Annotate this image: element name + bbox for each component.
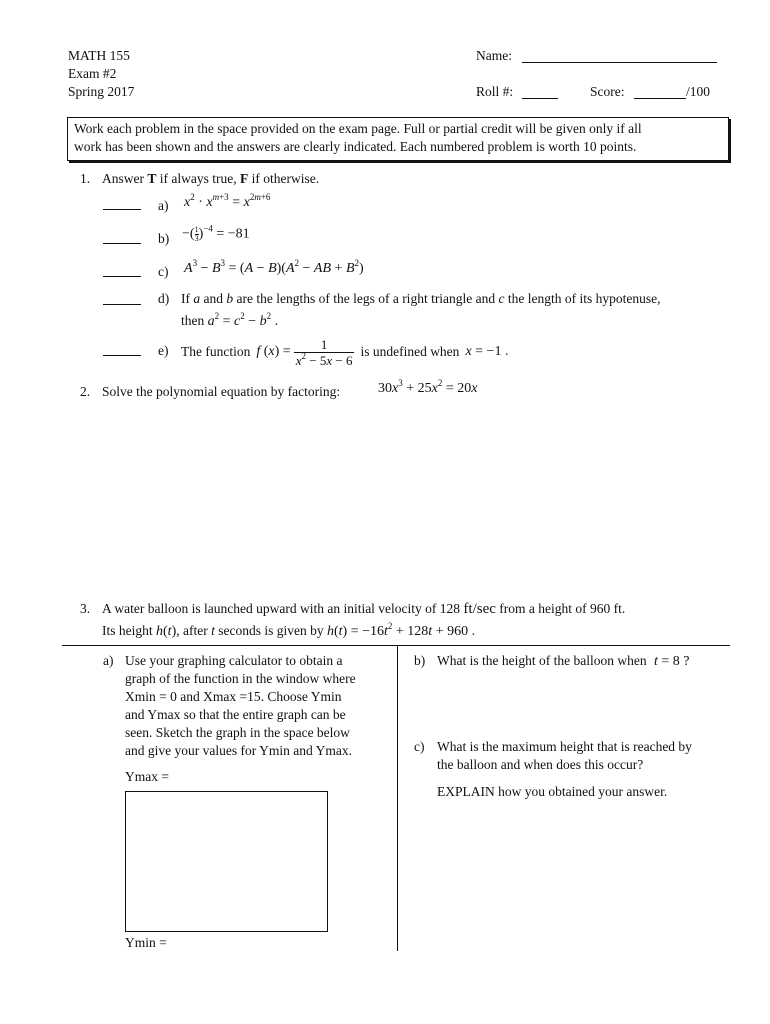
- part-3a-line-1: Use your graphing calculator to obtain a: [125, 653, 343, 668]
- part-1d-line-1: [181, 290, 661, 308]
- part-3a-line-5: seen. Sketch the graph in the space below: [125, 725, 350, 740]
- ymin-label: Ymin =: [125, 935, 167, 950]
- p3-line2-mid2: seconds is given by: [218, 623, 324, 638]
- problem-2-text: Solve the polynomial equation by factoring:: [102, 384, 341, 399]
- score-label: Score:: [590, 84, 625, 99]
- part-1d-line-2: then $a^2 = c^2 - b^2$ .: [181, 311, 279, 329]
- prompt-pre: Answer: [102, 171, 144, 186]
- answer-blank-1a[interactable]: [103, 209, 141, 210]
- section-divider: [62, 645, 730, 646]
- problem-1-number: 1.: [80, 171, 91, 186]
- part-1d-label: d): [158, 291, 170, 306]
- p3-line1-post: from a height of 960 ft.: [499, 601, 626, 616]
- e-numerator: 1: [320, 336, 328, 352]
- part-3b-text: What is the height of the balloon when t = 8 ?: [437, 653, 690, 669]
- part-3a-line-6: and give your values for Ymin and Ymax.: [125, 743, 352, 758]
- e-text-2: is undefined when: [360, 344, 460, 359]
- name-blank[interactable]: [522, 62, 717, 63]
- part-3b-label: b): [414, 653, 426, 668]
- column-divider: [397, 645, 398, 951]
- part-3a-line-2: graph of the function in the window where: [125, 671, 356, 686]
- prompt-mid: if always true,: [159, 171, 237, 186]
- graph-sketch-box[interactable]: [125, 791, 328, 932]
- d-text-4: the length of its hypotenuse,: [507, 291, 661, 306]
- e-fraction: $\frac{1}{x^2 - 5x - 6}$: [295, 336, 353, 368]
- e-text-1: The function: [181, 344, 251, 359]
- part-3c-label: c): [414, 739, 425, 754]
- answer-blank-1d[interactable]: [103, 304, 141, 305]
- part-3a-line-4: and Ymax so that the entire graph can be: [125, 707, 346, 722]
- part-1b-equation: −( $\frac{1}{3}$ )$^{-4}$ = −81: [182, 223, 250, 243]
- ymax-label: Ymax =: [125, 769, 169, 784]
- part-3c-line-2: the balloon and when does this occur?: [437, 757, 644, 772]
- prompt-post: if otherwise.: [251, 171, 320, 186]
- part-3c-line-1: What is the maximum height that is reached by: [437, 739, 692, 754]
- name-label: Name:: [476, 48, 512, 63]
- false-letter: F: [240, 171, 249, 186]
- problem-3-number: 3.: [80, 601, 91, 616]
- instructions-box: [67, 117, 729, 161]
- exam-term: Spring 2017: [68, 84, 135, 99]
- problem-3-line-2: Its height h(t), after t seconds is given by $h(t) = -16t^2 + 128t + 960$ .: [102, 621, 476, 639]
- part-3a-line-3: Xmin = 0 and Xmax =15. Choose Ymin: [125, 689, 342, 704]
- part-1b-label: b): [158, 231, 170, 246]
- part-1c-label: c): [158, 264, 169, 279]
- part-1e-label: e): [158, 343, 169, 358]
- exam-number: Exam #2: [68, 66, 117, 81]
- d-var-c: c: [498, 291, 505, 306]
- d-then: then: [181, 313, 205, 328]
- part-1a-label: a): [158, 198, 169, 213]
- p3-line2-var: t: [211, 623, 215, 638]
- d-text-1: If: [181, 291, 190, 306]
- d-var-a: a: [193, 291, 201, 306]
- answer-blank-1e[interactable]: [103, 355, 141, 356]
- part-1e-line: The function f (x) = $\frac{1}{x^2 - 5x - 6}$ is undefined when x = −1 .: [181, 336, 509, 368]
- problem-2-number: 2.: [80, 384, 91, 399]
- score-blank[interactable]: [634, 98, 686, 99]
- part-3c-explain: EXPLAIN how you obtained your answer.: [437, 784, 668, 799]
- d-var-b: b: [226, 291, 234, 306]
- problem-3-line-1: [102, 600, 625, 618]
- p3-unit: ft/sec: [463, 601, 496, 617]
- problem-2-equation: $30x^3 + 25x^2 = 20x$: [378, 378, 478, 396]
- part-3a-label: a): [103, 653, 114, 668]
- score-total: /100: [686, 84, 711, 99]
- d-text-2: and: [203, 291, 223, 306]
- d-text-3: are the lengths of the legs of a right triangle and: [236, 291, 496, 306]
- p3-line2-pre: Its height: [102, 623, 153, 638]
- answer-blank-1b[interactable]: [103, 243, 141, 244]
- roll-label: Roll #:: [476, 84, 514, 99]
- instructions-line-1: Work each problem in the space provided on the exam page. Full or partial credit will be given only if all: [74, 121, 642, 136]
- instructions-line-2: work has been shown and the answers are clearly indicated. Each numbered problem is worth 10 points.: [74, 139, 637, 154]
- p3-line2-mid1: , after: [176, 623, 208, 638]
- p3-line1-pre: A water balloon is launched upward with an initial velocity of 128: [102, 601, 461, 616]
- true-letter: T: [147, 171, 157, 186]
- roll-blank[interactable]: [522, 98, 558, 99]
- part-1a-equation: $x^2 \cdot x^{m+3} = x^{2m+6}$: [184, 192, 271, 210]
- course-title: MATH 155: [68, 48, 130, 63]
- answer-blank-1c[interactable]: [103, 276, 141, 277]
- b-text: What is the height of the balloon when: [437, 653, 647, 668]
- part-1c-equation: $A^3 - B^3 = (A - B)(A^2$ − AB + $B^2$): [184, 258, 364, 276]
- problem-1-prompt: [102, 170, 319, 188]
